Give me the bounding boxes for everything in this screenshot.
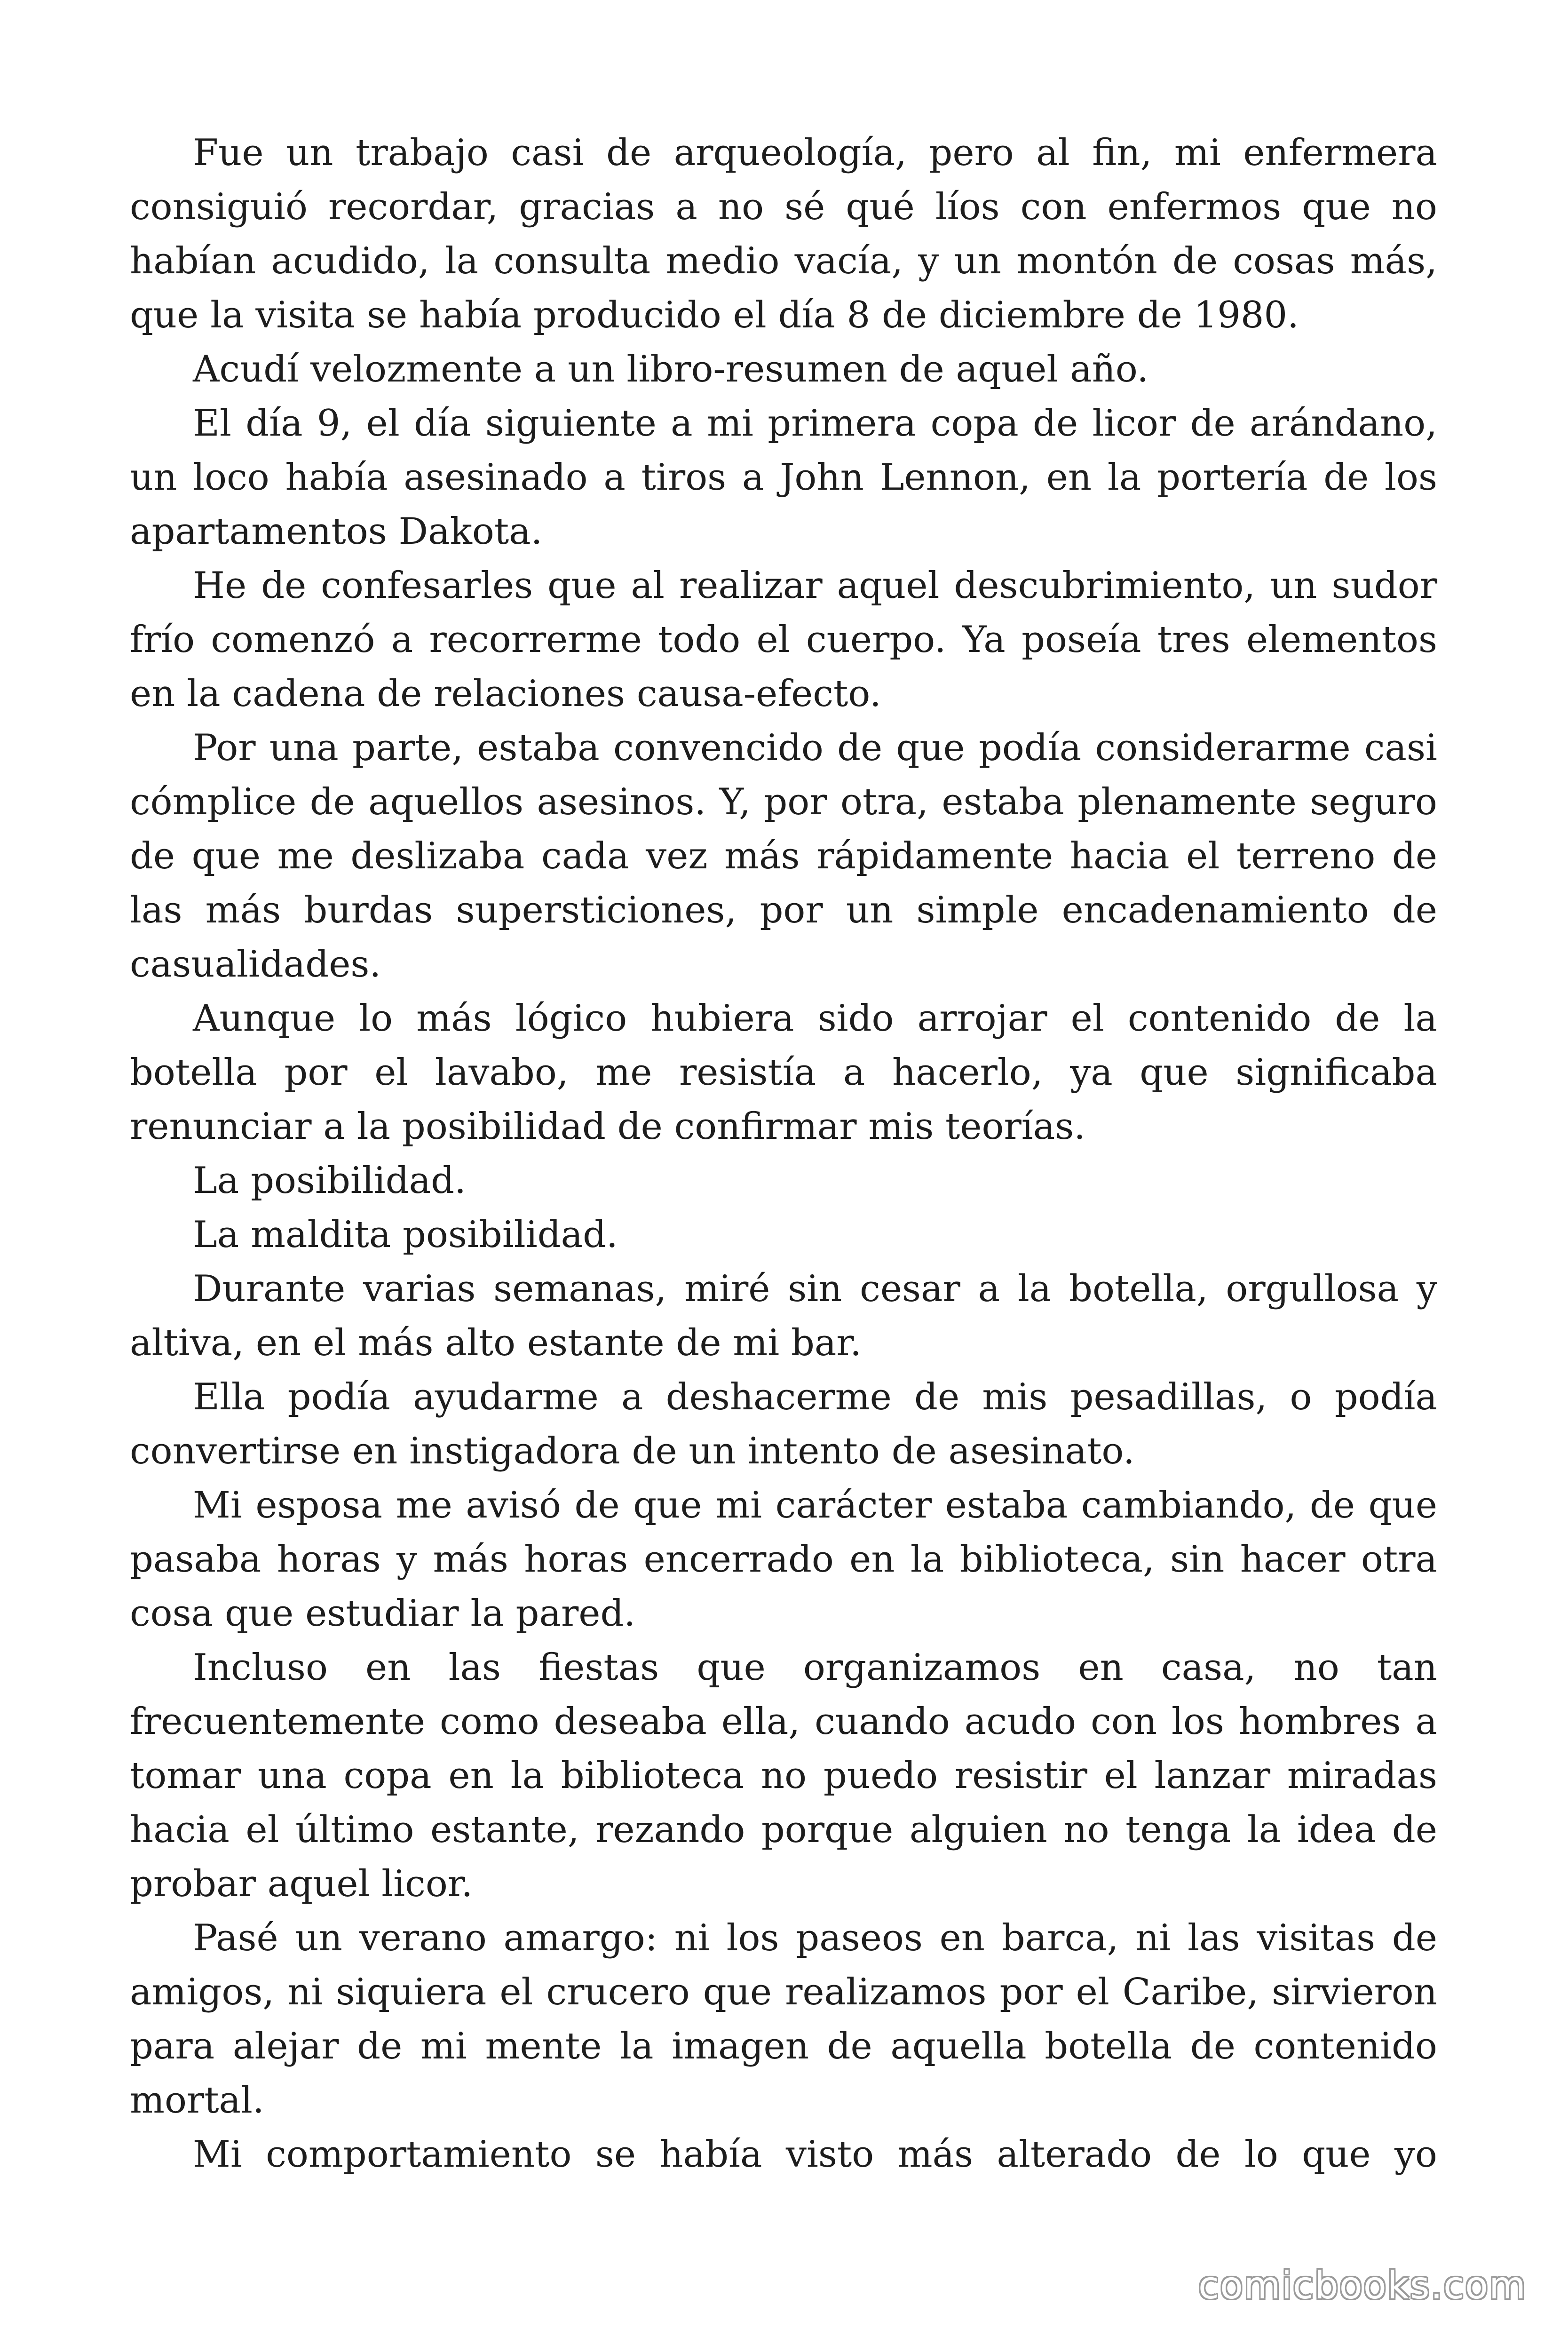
paragraph: La posibilidad.	[193, 1160, 466, 1202]
paragraph: Fue un trabajo casi de arqueología, pero al fin, mi enfermera consiguió recordar, gracias a no sé qué líos con enfermos que no habían acudido, la consulta medio vacía, y un montón de cosas más, que la visita se había producido el día 8 de diciembre de 1980.	[130, 132, 1437, 336]
watermark: comicbooks.com	[1198, 2264, 1527, 2307]
paragraph: Pasé un verano amargo: ni los paseos en barca, ni las visitas de amigos, ni siquiera el crucero que realizamos por el Caribe, sirvieron para alejar de mi mente la imagen de aquella botella de contenido mortal.	[130, 1917, 1437, 2122]
paragraph: El día 9, el día siguiente a mi primera copa de licor de arándano, un loco había asesinado a tiros a John Lennon, en la portería de los apartamentos Dakota.	[130, 402, 1437, 553]
paragraph: La maldita posibilidad.	[193, 1214, 618, 1256]
paragraph: Por una parte, estaba convencido de que podía considerarme casi cómplice de aquellos asesinos. Y, por otra, estaba plenamente seguro de que me deslizaba cada vez más rápidamente hacia el terreno de las más burdas supersticiones, por un simple encadenamiento de casualidades.	[130, 727, 1437, 985]
paragraph: He de confesarles que al realizar aquel descubrimiento, un sudor frío comenzó a recorrerme todo el cuerpo. Ya poseía tres elementos en la cadena de relaciones causa-efecto.	[130, 564, 1437, 715]
paragraph-continued: Mi comportamiento se había visto más alterado de lo que yo	[193, 2133, 1437, 2176]
paragraph: Mi esposa me avisó de que mi carácter estaba cambiando, de que pasaba horas y más horas encerrado en la biblioteca, sin hacer otra cosa que estudiar la pared.	[130, 1484, 1437, 1635]
paragraph: Ella podía ayudarme a deshacerme de mis pesadillas, o podía convertirse en instigadora de un intento de asesinato.	[130, 1376, 1437, 1472]
paragraph: Incluso en las fiestas que organizamos en casa, no tan frecuentemente como deseaba ella, cuando acudo con los hombres a tomar una copa en la biblioteca no puedo resistir el lanzar miradas hacia el último estante, rezando porque alguien no tenga la idea de probar aquel licor.	[130, 1646, 1437, 1905]
paragraph: Aunque lo más lógico hubiera sido arrojar el contenido de la botella por el lavabo, me resistía a hacerlo, ya que significaba renunciar a la posibilidad de confirmar mis teorías.	[130, 997, 1437, 1148]
paragraph: Acudí velozmente a un libro-resumen de aquel año.	[193, 348, 1149, 390]
paragraph: Durante varias semanas, miré sin cesar a la botella, orgullosa y altiva, en el más alto estante de mi bar.	[130, 1268, 1437, 1364]
body-text	[130, 126, 1437, 2182]
